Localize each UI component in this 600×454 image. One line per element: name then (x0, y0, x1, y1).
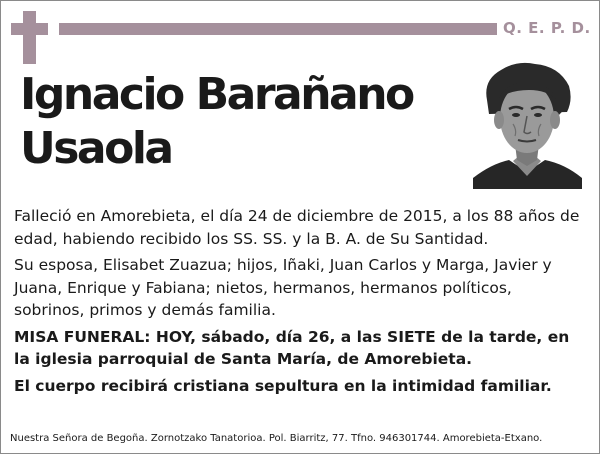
qepd-label: Q. E. P. D. (503, 19, 591, 37)
portrait-icon (473, 60, 582, 189)
obituary-body (14, 205, 586, 401)
header-rule (59, 23, 497, 35)
funeral-mass-paragraph: MISA FUNERAL: HOY, sábado, día 26, a las SIETE de la tarde, en la iglesia parroquial de Santa María, de Amorebieta. (14, 327, 570, 368)
funeral-home-footer: Nuestra Señora de Begoña. Zornotzako Tanatorioa. Pol. Biarritz, 77. Tfno. 946301744. Amorebieta-Etxano. (10, 433, 543, 444)
deceased-name (20, 68, 470, 176)
cross-icon-horizontal (11, 23, 48, 35)
burial-paragraph: El cuerpo recibirá cristiana sepultura en la intimidad familiar. (14, 376, 552, 395)
deceased-name-line1: Ignacio Barañano (20, 69, 413, 120)
portrait-photo (473, 60, 582, 189)
deceased-name-line2: Usaola (20, 123, 172, 174)
death-notice-paragraph: Falleció en Amorebieta, el día 24 de diciembre de 2015, a los 88 años de edad, habiendo recibido los SS. SS. y la B. A. de Su Santidad. (14, 207, 580, 248)
family-paragraph: Su esposa, Elisabet Zuazua; hijos, Iñaki, Juan Carlos y Marga, Javier y Juana, Enrique y Fabiana; nietos, hermanos, hermanos políticos, sobrinos, primos y demás familia. (14, 256, 552, 319)
cross-icon-vertical (23, 11, 36, 64)
